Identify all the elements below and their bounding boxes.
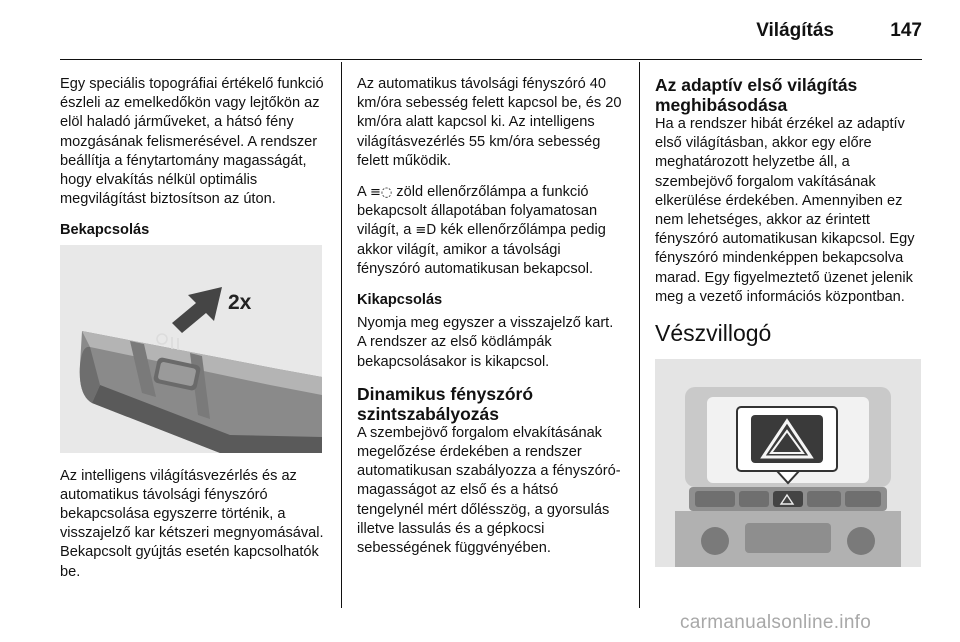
dynamic-leveling-paragraph: A szembejövő forgalom elvakításának megelőzése érdekében a rendszer automatikusan szabályozza a fényszóró-magasságot az első és a hátsó tengelynél mért dőlésszög, a gyorsulás illetve lassulás és a gépkocsi sebességének függvényében. <box>357 424 621 557</box>
header-rule <box>60 59 922 60</box>
column-divider <box>639 62 640 608</box>
topography-paragraph: Egy speciális topográfiai értékelő funkció észleli az emelkedőkön vagy lejtőkön az elöl haladó járműveket, a hátsó fény mozgásának felismerésével. A rendszer beállítja a fénytartomány magasságát, hogy elvakítás nélkül optimális megvilágítást biztosítson az úton. <box>60 76 324 208</box>
speed-paragraph: Az automatikus távolsági fényszóró 40 km/óra sebesség felett kapcsol be, és 20 km/óra alatt kapcsol ki. Az intelligens világításvezérlés 55 km/óra sebesség felett működik. <box>357 76 622 169</box>
activation-paragraph: Az intelligens világításvezérlés és az automatikus távolsági fényszóró bekapcsolása egyszerre történik, a visszajelző kar kétszeri megnyomásával. Bekapcsolt gyújtás esetén kapcsolhatók be. <box>60 467 324 580</box>
deactivation-heading: Kikapcsolás <box>357 292 443 309</box>
page-number: 147 <box>890 20 922 41</box>
light-stalk-illustration <box>60 245 322 453</box>
section-title: Világítás <box>756 20 834 41</box>
page-header <box>60 14 922 54</box>
column-3 <box>655 75 923 581</box>
press-twice-label: 2x <box>228 290 252 314</box>
deactivation-paragraph: Nyomja meg egyszer a visszajelző kart. A rendszer az első ködlámpák bekapcsolásakor is kikapcsol. <box>357 315 614 370</box>
column-2 <box>357 75 625 570</box>
watermark: carmanualsonline.info <box>680 612 872 633</box>
fault-paragraph: Ha a rendszer hibát érzékel az adaptív első világításban, akkor egy előre meghatározott helyzetbe áll, a szembejövő forgalom vakításának elkerülése érdekében. Amennyiben ez nem lehetséges, akkor az érintett fényszóró automatikusan kikapcsol. Egy fényszóró mindenképpen bekapcsolva marad. Egy figyelmeztető üzenet jelenik meg a vezető információs központban. <box>655 116 915 305</box>
fault-heading: Az adaptív első világítás meghibásodása <box>655 75 858 115</box>
dynamic-leveling-heading: Dinamikus fényszóró szintszabályozás <box>357 383 534 424</box>
hazard-heading: Vészvillogó <box>655 320 772 347</box>
indicator-paragraph: A ≡◌ zöld ellenőrzőlámpa a funkció bekapcsolt állapotában folyamatosan világít, a ≡D kék ellenőrzőlámpa pedig akkor világít, amikor a távolsági fényszóró automatikusan bekapcsol. <box>357 184 606 277</box>
column-1 <box>60 75 326 594</box>
hazard-switch-illustration <box>655 359 921 567</box>
high-beam-indicator-icon: ≡D <box>415 223 437 239</box>
activation-heading: Bekapcsolás <box>60 222 150 239</box>
auto-light-indicator-icon: ≡◌ <box>369 185 393 201</box>
column-divider <box>341 62 342 608</box>
